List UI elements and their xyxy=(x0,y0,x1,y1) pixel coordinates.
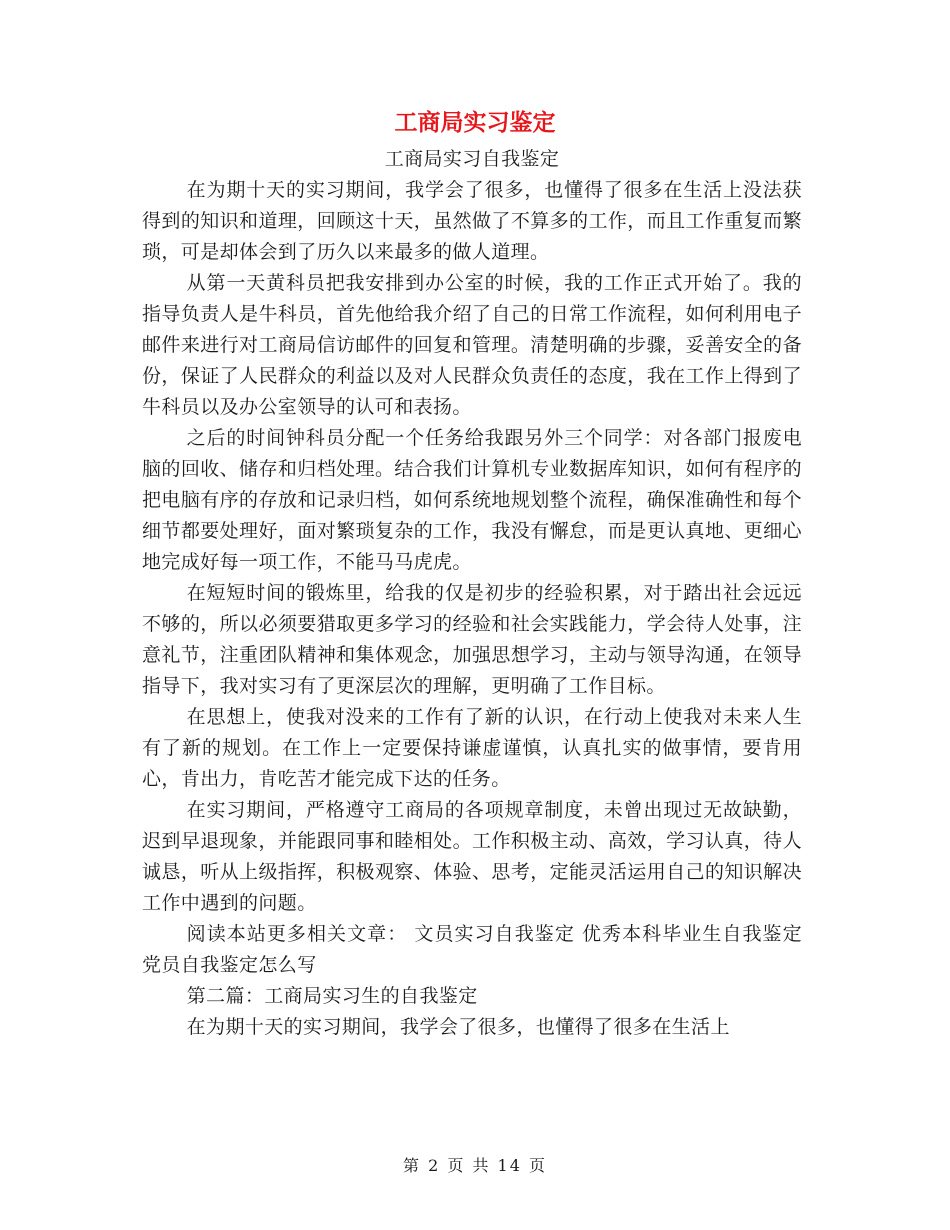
document-title: 工商局实习鉴定 xyxy=(394,110,556,136)
related-link-3[interactable]: 党员自我鉴定怎么写 xyxy=(142,954,317,976)
paragraph: 在实习期间，严格遵守工商局的各项规章制度，未曾出现过无故缺勤，迟到早退现象，并能跟同事和睦相处。工作积极主动、高效，学习认真，待人诚恳，听从上级指挥，积极观察、体验、思考，定能灵活运用自己的知识解决工作中遇到的问题。 xyxy=(142,799,802,914)
related-link-2[interactable]: 优秀本科毕业生自我鉴定 xyxy=(582,923,802,945)
related-link-1[interactable]: 文员实习自我鉴定 xyxy=(414,923,575,945)
paragraph: 在短短时间的锻炼里，给我的仅是初步的经验积累，对于踏出社会远远不够的，所以必须要猎取更多学习的经验和社会实践能力，学会待人处事，注意礼节，注重团队精神和集体观念，加强思想学习，主动与领导沟通，在领导指导下，我对实习有了更深层次的理解，更明确了工作目标。 xyxy=(142,582,802,697)
paragraph: 从第一天黄科员把我安排到办公室的时候，我的工作正式开始了。我的指导负责人是牛科员，首先他给我介绍了自己的日常工作流程，如何利用电子邮件来进行对工商局信访邮件的回复和管理。清楚明确的步骤，妥善安全的备份，保证了人民群众的利益以及对人民群众负责任的态度，我在工作上得到了牛科员以及办公室领导的认可和表扬。 xyxy=(142,272,802,418)
page-number: 第 2 页 共 14 页 xyxy=(403,1156,547,1175)
section-heading: 第二篇：工商局实习生的自我鉴定 xyxy=(186,985,478,1007)
paragraph: 在为期十天的实习期间，我学会了很多，也懂得了很多在生活上 xyxy=(186,1016,730,1038)
document-subtitle: 工商局实习自我鉴定 xyxy=(384,148,560,170)
related-articles xyxy=(142,919,802,981)
paragraph: 在思想上，使我对没来的工作有了新的认识，在行动上使我对未来人生有了新的规划。在工作上一定要保持谦虚谨慎，认真扎实的做事情，要肯用心，肯出力，肯吃苦才能完成下达的任务。 xyxy=(142,706,802,790)
paragraph: 之后的时间钟科员分配一个任务给我跟另外三个同学：对各部门报废电脑的回收、储存和归档处理。结合我们计算机专业数据库知识，如何有程序的把电脑有序的存放和记录归档，如何系统地规划整个流程，确保准确性和每个细节都要处理好，面对繁琐复杂的工作，我没有懈怠，而是更认真地、更细心地完成好每一项工作，不能马马虎虎。 xyxy=(142,427,802,573)
document-body xyxy=(142,144,802,1043)
related-prefix: 阅读本站更多相关文章： xyxy=(186,923,408,945)
paragraph: 在为期十天的实习期间，我学会了很多，也懂得了很多在生活上没法获得到的知识和道理，回顾这十天，虽然做了不算多的工作，而且工作重复而繁琐，可是却体会到了历久以来最多的做人道理。 xyxy=(142,179,802,263)
